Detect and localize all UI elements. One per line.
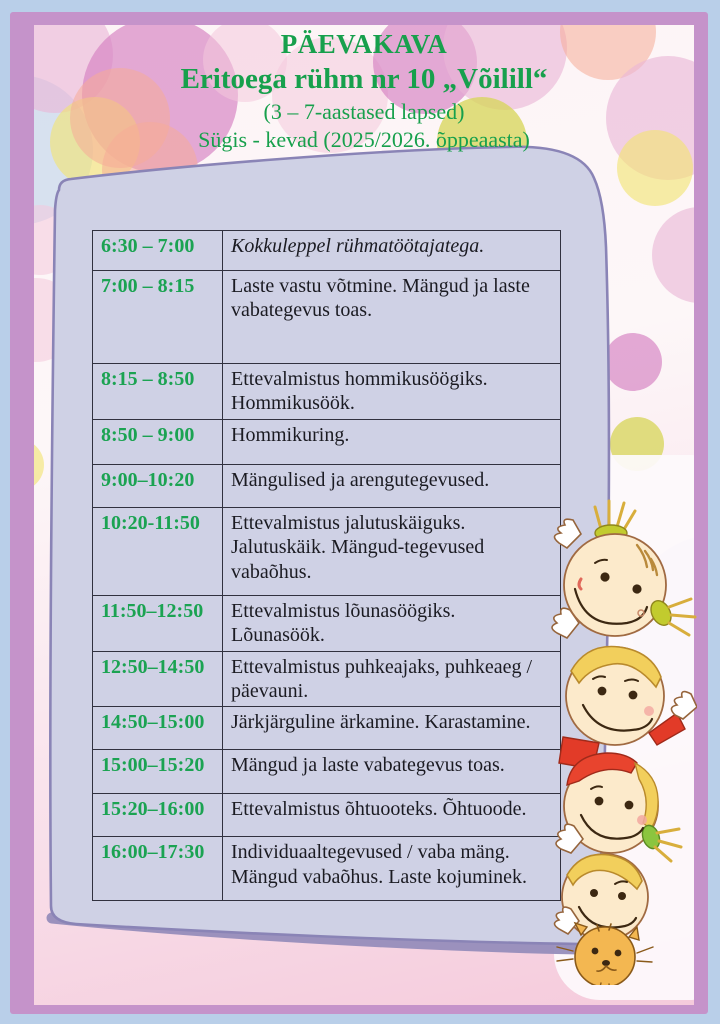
activity-cell: Kokkuleppel rühmatöötajatega. xyxy=(223,231,561,271)
activity-cell: Ettevalmistus õhtuooteks. Õhtuoode. xyxy=(223,794,561,837)
activity-cell: Mängulised ja arengutegevused. xyxy=(223,464,561,507)
schedule-row xyxy=(93,507,561,595)
time-cell: 14:50–15:00 xyxy=(93,707,223,750)
schedule-row xyxy=(93,595,561,651)
activity-cell: Laste vastu võtmine. Mängud ja laste vabategevus toas. xyxy=(223,271,561,364)
schedule-row xyxy=(93,750,561,794)
schedule-row xyxy=(93,837,561,901)
children-illustration xyxy=(545,493,697,985)
cat-illustration xyxy=(557,923,653,985)
schedule-table xyxy=(92,230,561,901)
time-cell: 8:15 – 8:50 xyxy=(93,364,223,420)
schedule-row xyxy=(93,419,561,464)
group-subtitle: Eritoega rühm nr 10 „Võilill“ xyxy=(180,62,548,95)
activity-cell: Ettevalmistus hommikusöögiks. Hommikusöök. xyxy=(223,364,561,420)
age-range-line: (3 – 7-aastased lapsed) xyxy=(263,99,465,125)
time-cell: 11:50–12:50 xyxy=(93,595,223,651)
activity-cell: Hommikuring. xyxy=(223,419,561,464)
activity-cell: Ettevalmistus puhkeajaks, puhkeaeg / päevauni. xyxy=(223,651,561,707)
time-cell: 10:20-11:50 xyxy=(93,507,223,595)
schedule-row xyxy=(93,231,561,271)
season-line: Sügis - kevad (2025/2026. õppeaasta) xyxy=(198,126,530,152)
time-cell: 6:30 – 7:00 xyxy=(93,231,223,271)
child-3-girl xyxy=(556,753,681,861)
activity-cell: Mängud ja laste vabategevus toas. xyxy=(223,750,561,794)
activity-cell: Individuaaltegevused / vaba mäng. Mängud vabaõhus. Laste kojuminek. xyxy=(223,837,561,901)
schedule-row xyxy=(93,794,561,837)
schedule-row xyxy=(93,271,561,364)
activity-cell: Ettevalmistus lõunasöögiks. Lõunasöök. xyxy=(223,595,561,651)
time-cell: 16:00–17:30 xyxy=(93,837,223,901)
schedule-row xyxy=(93,464,561,507)
time-cell: 8:50 – 9:00 xyxy=(93,419,223,464)
time-cell: 15:00–15:20 xyxy=(93,750,223,794)
time-cell: 15:20–16:00 xyxy=(93,794,223,837)
activity-cell: Ettevalmistus jalutuskäiguks. Jalutuskäik. Mängud-tegevused vabaõhus. xyxy=(223,507,561,595)
schedule-row xyxy=(93,364,561,420)
time-cell: 9:00–10:20 xyxy=(93,464,223,507)
page-title: PÄEVAKAVA xyxy=(280,29,448,59)
child-2-boy xyxy=(559,647,697,770)
schedule-row xyxy=(93,651,561,707)
bubble-decoration xyxy=(652,207,694,303)
schedule-row xyxy=(93,707,561,750)
time-cell: 7:00 – 8:15 xyxy=(93,271,223,364)
child-1-girl xyxy=(552,501,695,638)
header xyxy=(34,30,694,152)
activity-cell: Järkjärguline ärkamine. Karastamine. xyxy=(223,707,561,750)
time-cell: 12:50–14:50 xyxy=(93,651,223,707)
